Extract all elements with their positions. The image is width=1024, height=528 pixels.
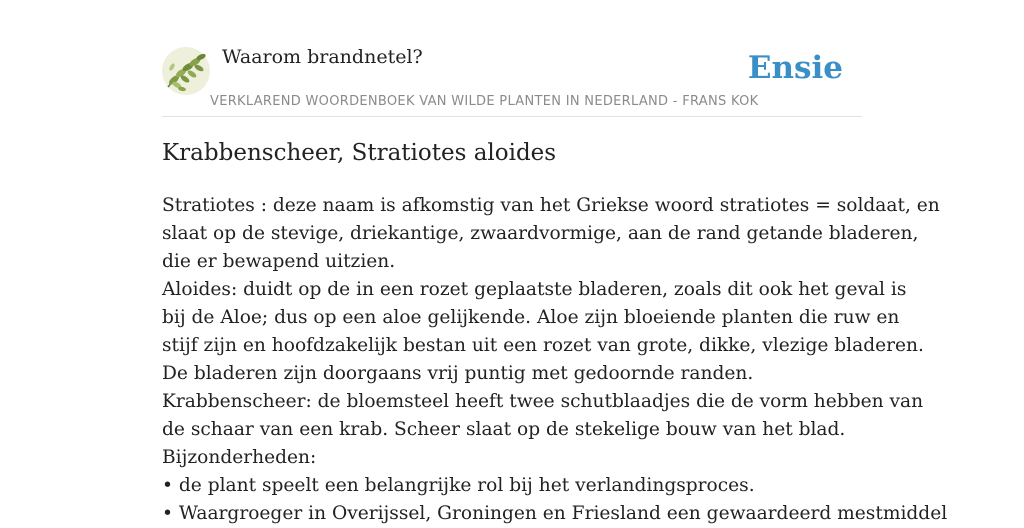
list-item: • de plant speelt een belangrijke rol bij het verlandingsproces. <box>162 475 755 496</box>
brand-logo[interactable]: Ensie <box>747 50 843 86</box>
body-line: bij de Aloe; dus op een aloe gelijkende. Aloe zijn bloeiende planten die ruw en <box>162 307 900 328</box>
body-line: De bladeren zijn doorgaans vrij puntig met gedoornde randen. <box>162 363 754 384</box>
article-body <box>162 192 948 528</box>
header <box>162 46 862 117</box>
body-line: stijf zijn en hoofdzakelijk bestan uit een rozet van grote, dikke, vlezige bladeren. <box>162 335 924 356</box>
body-line: Bijzonderheden: <box>162 447 317 468</box>
body-line: Stratiotes : deze naam is afkomstig van het Griekse woord stratiotes = soldaat, en <box>162 195 940 216</box>
body-line: Aloides: duidt op de in een rozet geplaatste bladeren, zoals dit ook het geval is <box>162 279 907 300</box>
source-subtitle[interactable]: VERKLAREND WOORDENBOEK VAN WILDE PLANTEN IN NEDERLAND - FRANS KOK <box>210 94 759 109</box>
body-line: die er bewapend uitzien. <box>162 251 396 272</box>
body-line: Krabbenscheer: de bloemsteel heeft twee schutblaadjes die de vorm hebben van <box>162 391 924 412</box>
header-question-link[interactable]: Waarom brandnetel? <box>222 46 423 68</box>
body-line: slaat op de stevige, driekantige, zwaardvormige, aan de rand getande bladeren, <box>162 223 919 244</box>
list-item: • Waargroeger in Overijssel, Groningen en Friesland een gewaardeerd mestmiddel <box>162 503 948 524</box>
body-line: de schaar van een krab. Scheer slaat op de stekelige bouw van het blad. <box>162 419 846 440</box>
article-title: Krabbenscheer, Stratiotes aloides <box>162 140 557 166</box>
plant-leaves-icon[interactable] <box>162 47 210 95</box>
